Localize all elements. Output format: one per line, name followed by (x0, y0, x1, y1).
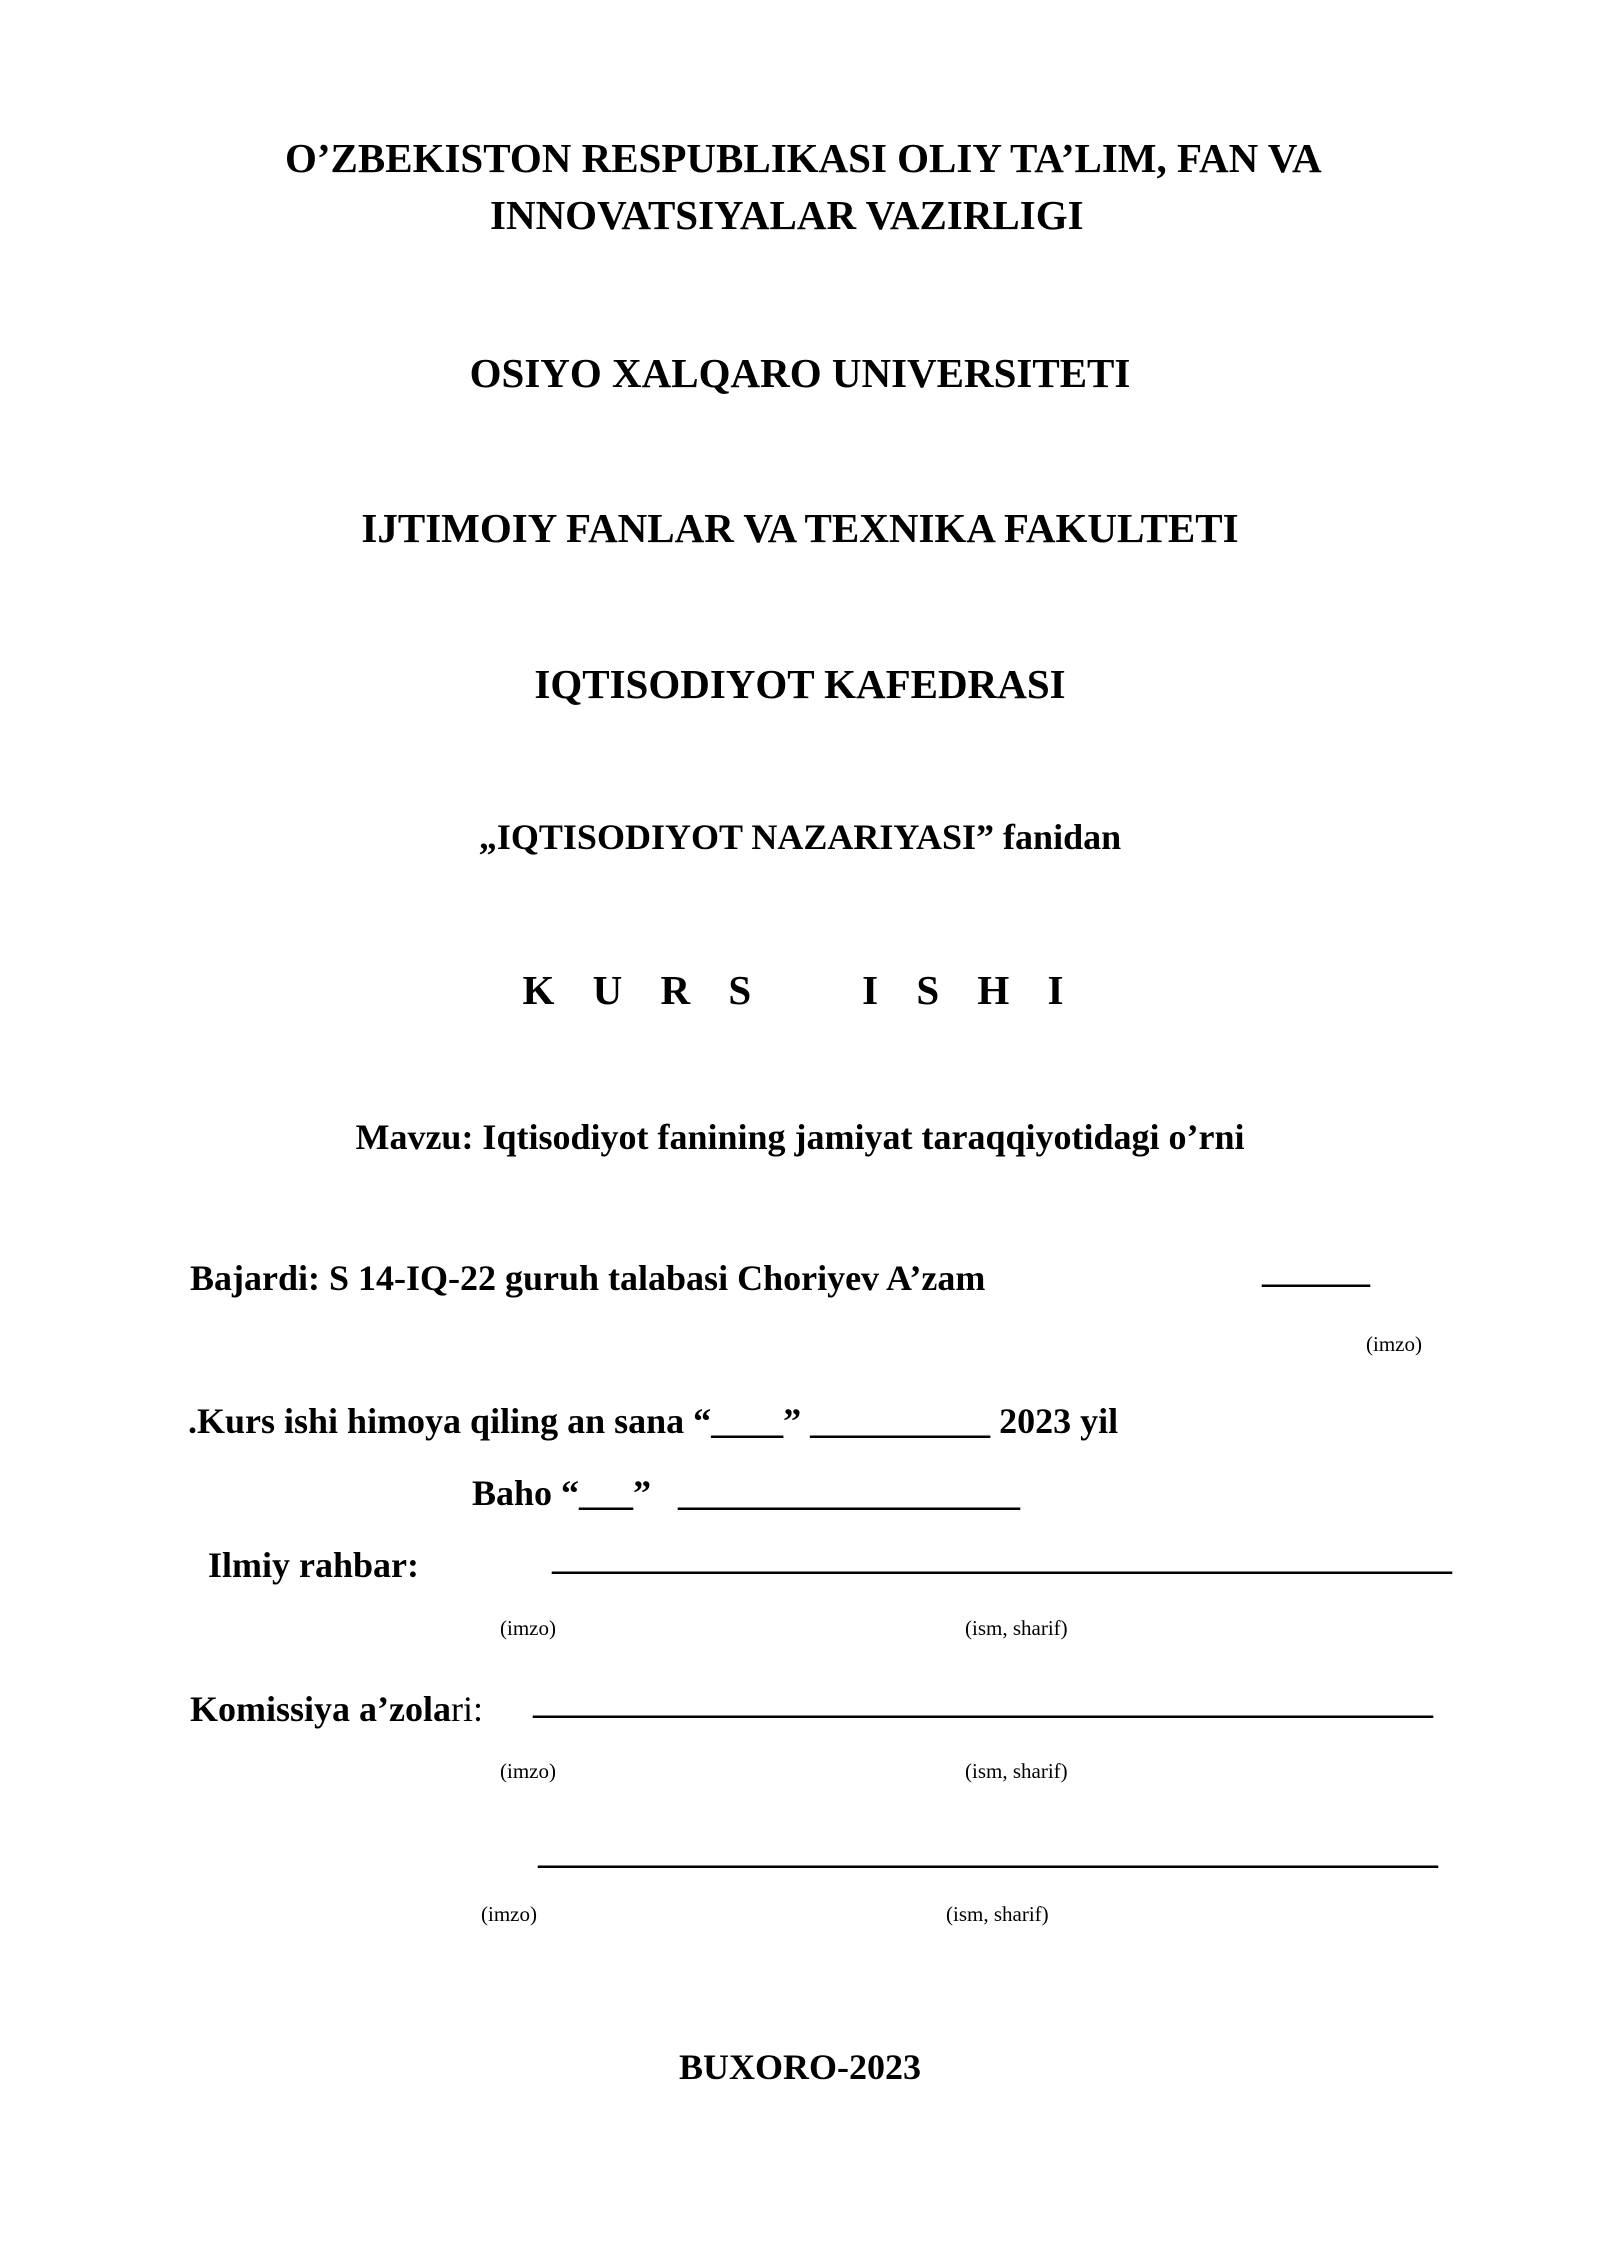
commission-caption-sign-1: (imzo) (500, 1759, 556, 1783)
ministry-line-1: O’ZBEKISTON RESPUBLIKASI OLIY TA’LIM, FAN VA (285, 135, 1322, 181)
work-type-title: K U R S I S H I (522, 967, 1078, 1013)
supervisor-caption-sign: (imzo) (500, 1616, 556, 1640)
commission-caption-name-1: (ism, sharif) (965, 1759, 1068, 1783)
department-name: IQTISODIYOT KAFEDRASI (534, 661, 1066, 707)
commission-blank-1: __________________________________________________ (533, 1681, 1433, 1721)
subject-line: „IQTISODIYOT NAZARIYASI” fanidan (478, 817, 1122, 857)
supervisor-label: Ilmiy rahbar: (208, 1545, 419, 1585)
commission-label (190, 1688, 483, 1730)
performer-signature-caption: (imzo) (1366, 1332, 1422, 1356)
faculty-name: IJTIMOIY FANLAR VA TEXNIKA FAKULTETI (361, 505, 1239, 551)
supervisor-blank: __________________________________________________ (552, 1537, 1452, 1577)
performer-line: Bajardi: S 14-IQ-22 guruh talabasi Choriyev A’zam (190, 1258, 986, 1298)
university-name: OSIYO XALQARO UNIVERSITETI (469, 350, 1131, 396)
defense-date-line: .Kurs ishi himoya qiling an sana “____” __________ 2023 yil (188, 1401, 1119, 1441)
commission-label-regular: ri: (450, 1689, 483, 1729)
commission-caption-name-2: (ism, sharif) (946, 1902, 1049, 1926)
supervisor-caption-name: (ism, sharif) (965, 1616, 1068, 1640)
performer-signature-blank: ______ (1262, 1250, 1370, 1290)
commission-caption-sign-2: (imzo) (481, 1902, 537, 1926)
grade-line: Baho “___” ___________________ (472, 1473, 1021, 1513)
footer-city-year: BUXORO-2023 (679, 2047, 921, 2087)
ministry-line-2: INNOVATSIYALAR VAZIRLIGI (490, 192, 1084, 238)
commission-blank-2: __________________________________________________ (538, 1831, 1438, 1871)
commission-label-bold: Komissiya a’zola (190, 1689, 451, 1729)
topic-line: Mavzu: Iqtisodiyot fanining jamiyat taraqqiyotidagi o’rni (355, 1117, 1245, 1157)
